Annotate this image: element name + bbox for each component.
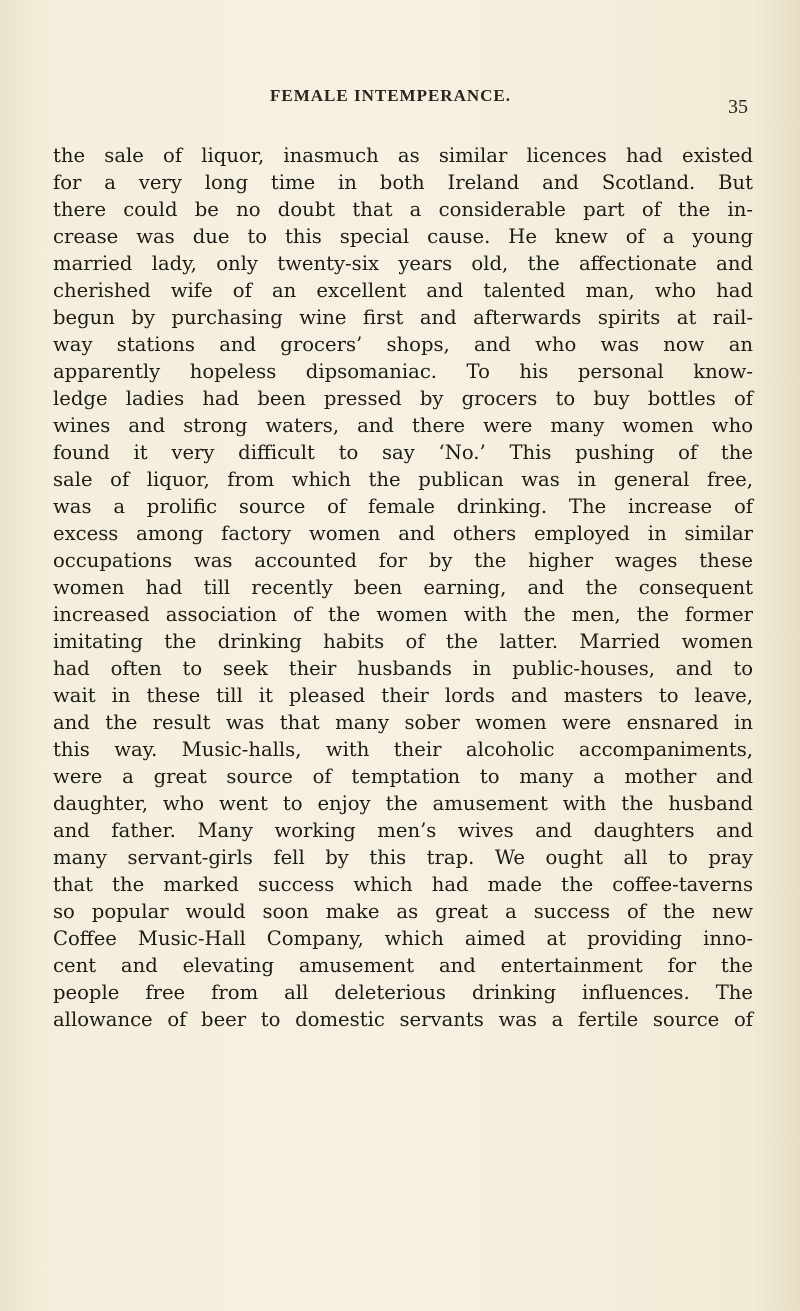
text-line: daughter, who went to enjoy the amusement with the husband: [53, 792, 753, 815]
text-line: was a prolific source of female drinking. The increase of: [53, 495, 753, 518]
text-line: that the marked success which had made the coffee-taverns: [53, 873, 753, 896]
text-line: begun by purchasing wine first and afterwards spirits at rail-: [53, 306, 753, 329]
running-head: FEMALE INTEMPERANCE.: [270, 86, 512, 105]
text-line: many servant-girls fell by this trap. We ought all to pray: [53, 846, 753, 869]
text-line: wines and strong waters, and there were many women who: [53, 414, 753, 437]
text-line: so popular would soon make as great a success of the new: [53, 900, 753, 923]
body-paragraph: [53, 142, 753, 1033]
text-line: imitating the drinking habits of the latter. Married women: [53, 630, 753, 653]
text-line: increased association of the women with the men, the former: [53, 603, 753, 626]
text-line: allowance of beer to domestic servants was a fertile source of: [53, 1008, 753, 1031]
text-line: crease was due to this special cause. He knew of a young: [53, 225, 753, 248]
text-line: wait in these till it pleased their lords and masters to leave,: [53, 684, 753, 707]
text-line: married lady, only twenty-six years old, the affectionate and: [53, 252, 753, 275]
text-line: and father. Many working men’s wives and daughters and: [53, 819, 753, 842]
text-line: cent and elevating amusement and entertainment for the: [53, 954, 753, 977]
text-line: this way. Music-halls, with their alcoholic accompaniments,: [53, 738, 753, 761]
text-line: the sale of liquor, inasmuch as similar licences had existed: [53, 144, 753, 167]
text-line: there could be no doubt that a considerable part of the in-: [53, 198, 753, 221]
text-line: and the result was that many sober women were ensnared in: [53, 711, 753, 734]
text-line: excess among factory women and others employed in similar: [53, 522, 753, 545]
text-line: Coffee Music-Hall Company, which aimed at providing inno-: [53, 927, 753, 950]
text-line: women had till recently been earning, and the consequent: [53, 576, 753, 599]
text-line: way stations and grocers’ shops, and who was now an: [53, 333, 753, 356]
text-line: had often to seek their husbands in public-houses, and to: [53, 657, 753, 680]
text-line: apparently hopeless dipsomaniac. To his personal know-: [53, 360, 753, 383]
text-line: occupations was accounted for by the higher wages these: [53, 549, 753, 572]
text-line: for a very long time in both Ireland and Scotland. But: [53, 171, 753, 194]
text-line: cherished wife of an excellent and talented man, who had: [53, 279, 753, 302]
text-line: sale of liquor, from which the publican was in general free,: [53, 468, 753, 491]
text-line: were a great source of temptation to many a mother and: [53, 765, 753, 788]
text-line: ledge ladies had been pressed by grocers to buy bottles of: [53, 387, 753, 410]
page-number: 35: [728, 96, 748, 118]
text-line: people free from all deleterious drinking influences. The: [53, 981, 753, 1004]
text-line: found it very difficult to say ‘No.’ This pushing of the: [53, 441, 753, 464]
